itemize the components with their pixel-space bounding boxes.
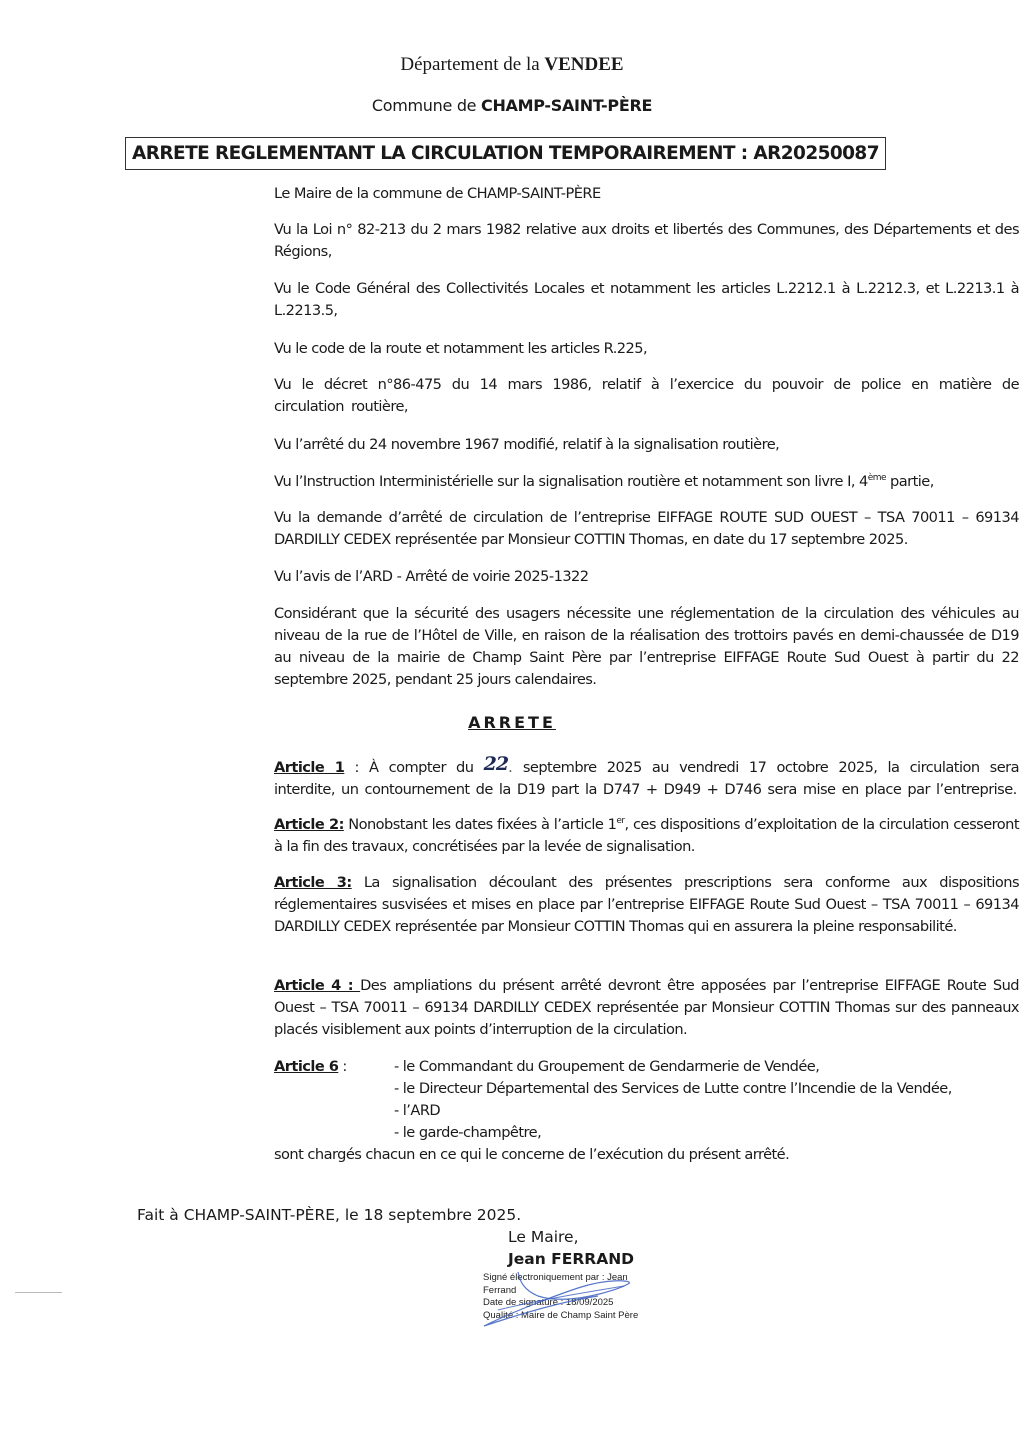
commune-heading [0, 96, 1024, 115]
article-6-closing: sont chargés chacun en ce qui le concerne de l’exécution du présent arrêté. [274, 1146, 790, 1163]
article-2-pre: Nonobstant les dates fixées à l’article 1 [343, 816, 617, 833]
commune-name: CHAMP-SAINT-PÈRE [481, 96, 653, 115]
list-item: - le garde-champêtre, [394, 1124, 542, 1141]
list-item: - l’ARD [394, 1102, 441, 1119]
vu-code-route: Vu le code de la route et notamment les articles R.225, [274, 340, 648, 357]
vu-loi: Vu la Loi n° 82-213 du 2 mars 1982 relative aux droits et libertés des Communes, des Départements et des Régions, [274, 221, 1019, 260]
vu-code-general: Vu le Code Général des Collectivités Locales et notamment les articles L.2212.1 à L.2212.3, et L.2213.1 à L.2213.5, [274, 280, 1019, 319]
e-sign-line: Qualité : Maire de Champ Saint Père [483, 1309, 639, 1321]
article-6-label: Article 6 [274, 1058, 339, 1075]
article-1-pre: À compter du [369, 759, 484, 776]
article-4 [274, 975, 1019, 1041]
article-2-text: , ces dispositions d’exploitation de la circulation cesseront à la fin des travaux, concrétisées par la levée de signalisation. [274, 816, 1020, 855]
vu-decret: Vu le décret n°86-475 du 14 mars 1986, relatif à l’exercice du pouvoir de police en matière de circulation routière, [274, 376, 1019, 415]
department-prefix: Département de la [400, 54, 545, 75]
list-item: - le Directeur Départemental des Services de Lutte contre l’Incendie de la Vendée, [394, 1080, 952, 1097]
fait-a: Fait à CHAMP-SAINT-PÈRE, le 18 septembre 2025. [137, 1206, 522, 1224]
considerant: Considérant que la sécurité des usagers nécessite une réglementation de la circulation des véhicules au niveau de la rue de l’Hôtel de Ville, en raison de la réalisation des trottoirs pavés en demi-chaussée de D19 au niveau de la mairie de Champ Saint Père par l’entreprise EIFFAGE Route Sud Ouest à partir du 22 septembre 2025, pendant 25 jours calendaires. [274, 605, 1019, 688]
article-3 [274, 872, 1019, 938]
instruction-text: Vu l’Instruction Interministérielle sur la signalisation routière et notamment son livre I, 4 [274, 473, 868, 490]
article-6-sep: : [338, 1058, 347, 1075]
e-sign-line: Ferrand [483, 1284, 517, 1296]
department-heading [0, 54, 1024, 76]
article-4-text: Des ampliations du présent arrêté devront être apposées par l’entreprise EIFFAGE Route Sud Ouest – TSA 70011 – 69134 DARDILLY CEDEX représentée par Monsieur COTTIN Thomas sur des panneaux placés visiblement aux points d’interruption de la circulation. [274, 977, 1020, 1038]
arrete-heading [0, 713, 1024, 732]
article-1-text: septembre 2025 au vendredi 17 octobre 2025, la circulation sera interdite, un contournement de la D19 part la D747 + D949 + D746 sera mise en place par l’entreprise. [274, 759, 1019, 798]
signature-name: Jean FERRAND [508, 1250, 635, 1268]
vu-arrete-1967: Vu l’arrêté du 24 novembre 1967 modifié, relatif à la signalisation routière, [274, 436, 780, 453]
margin-line [15, 1292, 62, 1293]
article-2-sup: er [616, 816, 625, 827]
handwritten-day: 22 [483, 753, 509, 775]
list-item: - le Commandant du Groupement de Gendarmerie de Vendée, [394, 1058, 820, 1075]
article-4-label: Article 4 : [274, 977, 361, 994]
vu-avis-ard: Vu l’avis de l’ARD - Arrêté de voirie 2025-1322 [274, 568, 589, 585]
preamble-maire: Le Maire de la commune de CHAMP-SAINT-PÈRE [274, 185, 601, 202]
document-title: ARRETE REGLEMENTANT LA CIRCULATION TEMPORAIREMENT : AR20250087 [125, 137, 886, 170]
article-2-label: Article 2: [274, 816, 344, 833]
article-1-sep: : [344, 759, 370, 776]
arrete-heading-text: ARRETE [468, 713, 556, 732]
article-2 [274, 814, 1019, 858]
instruction-end: partie, [885, 473, 934, 490]
vu-instruction [274, 471, 1019, 493]
vu-demande: Vu la demande d’arrêté de circulation de l’entreprise EIFFAGE ROUTE SUD OUEST – TSA 70011 – 69134 DARDILLY CEDEX représentée par Monsieur COTTIN Thomas, en date du 17 septembre 2025. [274, 509, 1019, 548]
article-6-list [394, 1056, 1024, 1144]
e-sign-line: Date de signature : 18/09/2025 [483, 1297, 614, 1308]
commune-prefix: Commune de [371, 96, 482, 115]
article-1 [274, 755, 1019, 801]
article-1-label: Article 1 [274, 759, 345, 776]
instruction-sup: ème [867, 473, 886, 484]
department-name: VENDEE [544, 54, 624, 75]
e-sign-line: Signé électroniquement par : Jean [483, 1272, 628, 1283]
dotted-leader: . [508, 759, 513, 776]
article-3-text: La signalisation découlant des présentes prescriptions sera conforme aux dispositions réglementaires susvisées et mises en place par l’entreprise EIFFAGE Route Sud Ouest – TSA 70011 – 69134 DARDILLY CEDEX représentée par Monsieur COTTIN Thomas qui en assurera la pleine responsabilité. [274, 874, 1019, 935]
handwritten-signature-icon [478, 1270, 648, 1330]
signature-role: Le Maire, [508, 1228, 579, 1246]
article-3-label: Article 3: [274, 874, 352, 891]
